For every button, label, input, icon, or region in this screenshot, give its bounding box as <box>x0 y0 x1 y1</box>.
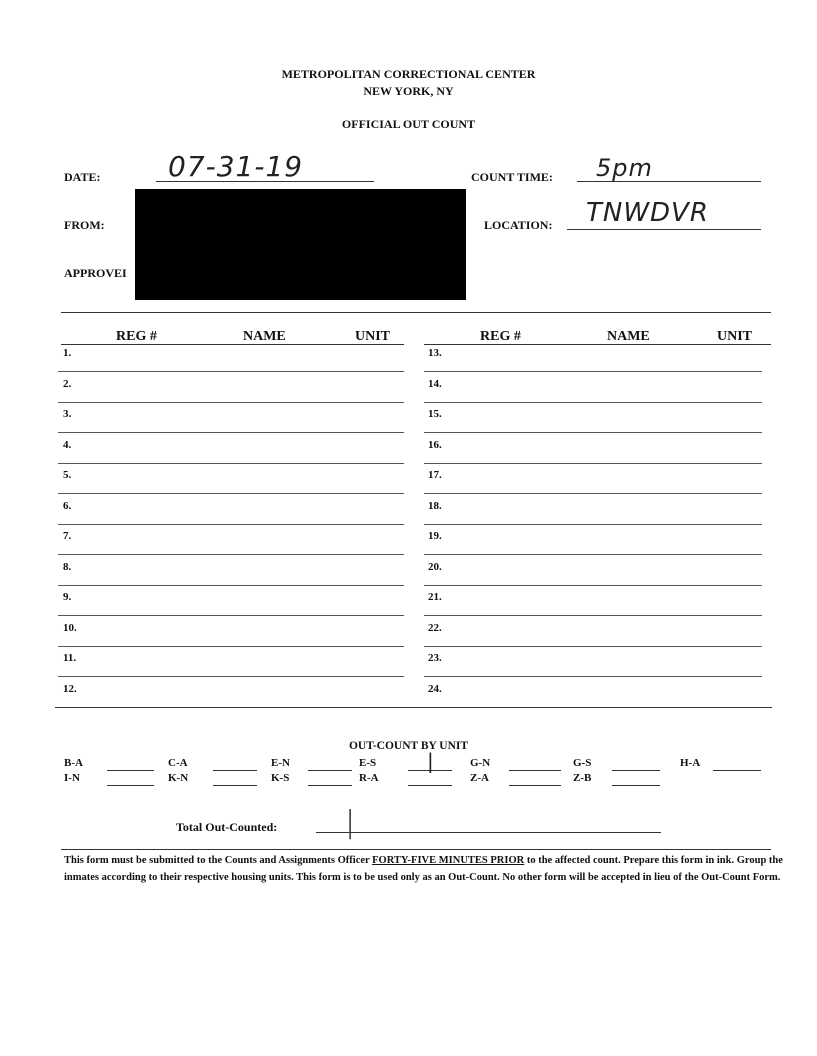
row-number: 3. <box>63 408 72 420</box>
unit-count-field-c-a[interactable] <box>213 770 257 771</box>
unit-count-value-e-s: | <box>427 749 434 773</box>
form-title: OFFICIAL OUT COUNT <box>341 117 476 131</box>
instructions-text <box>64 852 784 886</box>
unit-label-h-a: H-A <box>680 757 701 769</box>
count-time-value[interactable]: 5pm <box>596 154 653 182</box>
row-entry-line <box>424 432 762 433</box>
row-number: 10. <box>63 621 77 634</box>
row-entry-line <box>58 432 404 433</box>
unit-count-field-g-n[interactable] <box>509 770 561 771</box>
row-number: 15. <box>428 408 442 420</box>
row-number: 24. <box>428 682 442 695</box>
row-entry-line <box>424 615 762 616</box>
unit-count-field-z-b[interactable] <box>612 785 660 786</box>
row-number: 9. <box>63 591 72 603</box>
location-label: LOCATION: <box>484 218 553 232</box>
date-underline <box>156 181 374 182</box>
row-entry-line <box>58 371 404 372</box>
institution-city: NEW YORK, NY <box>363 84 454 98</box>
left-header-rule <box>61 344 404 345</box>
institution-name: METROPOLITAN CORRECTIONAL CENTER <box>281 67 536 81</box>
row-number: 19. <box>428 530 442 542</box>
row-number: 4. <box>63 438 72 451</box>
row-number: 11. <box>63 652 77 664</box>
unit-count-field-e-n[interactable] <box>308 770 352 771</box>
unit-label-i-n: I-N <box>64 772 80 784</box>
row-entry-line <box>424 402 762 403</box>
unit-label-g-n: G-N <box>470 757 491 769</box>
redaction-block <box>135 189 466 300</box>
row-entry-line <box>58 585 404 586</box>
row-entry-line <box>58 554 404 555</box>
row-entry-line <box>58 493 404 494</box>
location-underline <box>567 229 761 230</box>
approved-label: APPROVEI <box>64 266 127 280</box>
row-entry-line <box>424 493 762 494</box>
row-entry-line <box>58 524 404 525</box>
row-entry-line <box>424 371 762 372</box>
left-header-reg: REG # <box>116 329 157 344</box>
left-header-unit: UNIT <box>355 329 391 344</box>
instructions-deadline: FORTY-FIVE MINUTES PRIOR <box>372 855 525 866</box>
row-entry-line <box>58 615 404 616</box>
row-number: 14. <box>428 377 442 390</box>
row-entry-line <box>424 524 762 525</box>
instructions-part-1: This form must be submitted to the Counts and Assignments Officer <box>64 855 373 866</box>
right-header-rule <box>424 344 771 345</box>
unit-count-field-b-a[interactable] <box>107 770 154 771</box>
instructions-part-2: to the affected count. Prepare this form in ink. Group the inmates according to their respective housing units. This form is to be used only as an Out-Count. No other form will be accepted in lieu of the Out-Count Form. <box>64 855 783 883</box>
left-header-name: NAME <box>243 329 286 344</box>
unit-count-field-k-s[interactable] <box>308 785 352 786</box>
row-entry-line <box>424 554 762 555</box>
row-number: 7. <box>63 530 72 542</box>
row-number: 13. <box>428 347 442 359</box>
unit-label-e-n: E-N <box>271 757 290 769</box>
row-entry-line <box>424 585 762 586</box>
row-number: 6. <box>63 499 72 512</box>
unit-label-z-b: Z-B <box>573 772 592 784</box>
right-header-reg: REG # <box>480 329 521 344</box>
location-value[interactable]: TNWDVR <box>586 198 709 228</box>
unit-count-field-h-a[interactable] <box>713 770 761 771</box>
right-header-name: NAME <box>607 329 650 344</box>
row-entry-line <box>424 463 762 464</box>
unit-count-field-z-a[interactable] <box>509 785 561 786</box>
unit-label-g-s: G-S <box>573 757 592 769</box>
row-entry-line <box>58 402 404 403</box>
unit-label-z-a: Z-A <box>470 772 489 784</box>
unit-label-c-a: C-A <box>168 757 188 769</box>
total-out-counted-value[interactable]: | <box>345 805 356 840</box>
unit-label-r-a: R-A <box>359 772 379 784</box>
table-bottom-rule <box>55 707 772 708</box>
right-header-unit: UNIT <box>717 329 753 344</box>
row-entry-line <box>58 463 404 464</box>
top-separator <box>61 312 771 313</box>
row-number: 16. <box>428 438 442 451</box>
footer-separator <box>61 849 771 850</box>
row-number: 20. <box>428 560 442 573</box>
total-underline <box>316 832 661 833</box>
row-number: 2. <box>63 377 72 390</box>
row-entry-line <box>424 676 762 677</box>
count-time-label: COUNT TIME: <box>471 170 553 184</box>
unit-count-field-i-n[interactable] <box>107 785 154 786</box>
count-time-underline <box>577 181 761 182</box>
row-number: 1. <box>63 347 72 359</box>
row-entry-line <box>58 646 404 647</box>
date-value[interactable]: 07-31-19 <box>168 150 304 183</box>
unit-count-field-r-a[interactable] <box>408 785 452 786</box>
row-entry-line <box>58 676 404 677</box>
date-label: DATE: <box>64 170 101 184</box>
row-number: 23. <box>428 652 442 664</box>
row-number: 22. <box>428 621 442 634</box>
unit-label-k-s: K-S <box>271 772 290 784</box>
from-label: FROM: <box>64 218 105 232</box>
unit-count-field-g-s[interactable] <box>612 770 660 771</box>
out-count-title: OUT-COUNT BY UNIT <box>348 740 469 752</box>
row-number: 21. <box>428 591 442 603</box>
row-number: 17. <box>428 469 442 481</box>
unit-count-field-k-n[interactable] <box>213 785 257 786</box>
row-entry-line <box>424 646 762 647</box>
unit-label-b-a: B-A <box>64 757 83 769</box>
total-out-counted-label: Total Out-Counted: <box>176 820 278 834</box>
row-number: 8. <box>63 560 72 573</box>
row-number: 12. <box>63 682 77 695</box>
unit-label-e-s: E-S <box>359 757 377 769</box>
row-number: 5. <box>63 469 72 481</box>
unit-label-k-n: K-N <box>168 772 189 784</box>
row-number: 18. <box>428 499 442 512</box>
